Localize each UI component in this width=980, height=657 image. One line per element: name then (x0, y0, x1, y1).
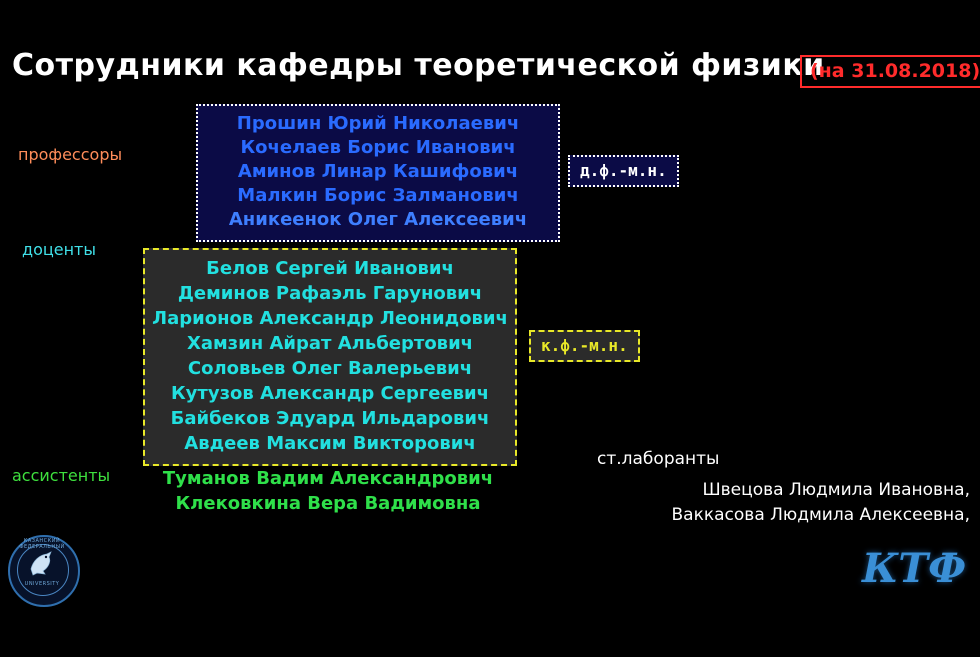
professors-box (196, 104, 560, 242)
griffin-icon (8, 549, 76, 584)
list-item: Аминов Линар Кашифович (237, 161, 519, 182)
docents-box (143, 248, 517, 466)
lab-assistants-title: ст.лаборанты (597, 449, 720, 469)
ktf-logo: КТФ (862, 545, 967, 592)
kfu-logo-bottom-text: UNIVERSITY (24, 581, 60, 587)
list-item: Байбеков Эдуард Ильдарович (170, 408, 490, 429)
lab-assistants-list (560, 478, 970, 528)
list-item: Авдеев Максим Викторович (184, 433, 476, 454)
list-item: Прошин Юрий Николаевич (236, 113, 520, 134)
list-item: Белов Сергей Иванович (206, 258, 454, 279)
degree-badge-doctor: д.ф.-м.н. (568, 155, 679, 187)
page-title: Сотрудники кафедры теоретической физики (12, 48, 825, 83)
list-item: Ваккасова Людмила Алексеевна, (671, 505, 970, 525)
list-item: Клековкина Вера Вадимовна (175, 493, 481, 514)
degree-badge-candidate: к.ф.-м.н. (529, 330, 640, 362)
row-label-docents: доценты (22, 240, 96, 259)
list-item: Деминов Рафаэль Гарунович (177, 283, 483, 304)
row-label-professors: профессоры (18, 145, 123, 164)
row-label-assistants: ассистенты (12, 466, 111, 485)
list-item: Туманов Вадим Александрович (162, 468, 494, 489)
list-item: Кутузов Александр Сергеевич (170, 383, 490, 404)
list-item: Ларионов Александр Леонидович (152, 308, 508, 329)
list-item: Швецова Людмила Ивановна, (702, 480, 970, 500)
kfu-logo-top-text: КАЗАНСКИЙ ФЕДЕРАЛЬНЫЙ (19, 538, 65, 550)
list-item: Кочелаев Борис Иванович (240, 137, 516, 158)
list-item: Хамзин Айрат Альбертович (186, 333, 474, 354)
list-item: Аникеенок Олег Алексеевич (228, 209, 528, 230)
list-item: Соловьев Олег Валерьевич (187, 358, 473, 379)
date-badge: (на 31.08.2018) (800, 55, 980, 88)
list-item: Малкин Борис Залманович (237, 185, 519, 206)
kfu-logo-icon (8, 535, 80, 607)
assistants-list (143, 466, 513, 516)
